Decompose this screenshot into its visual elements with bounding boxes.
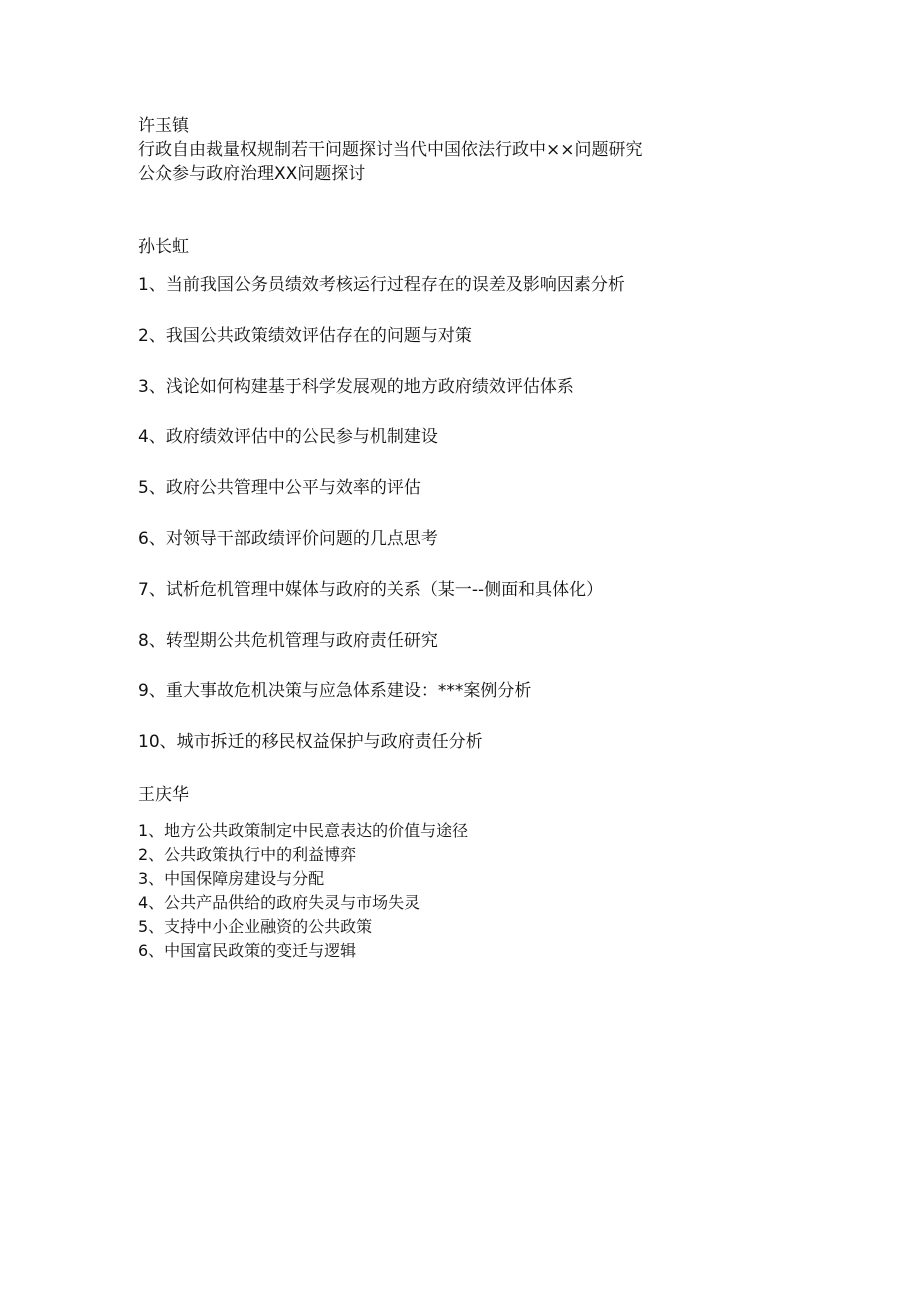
section-sun-changhong-heading [138, 234, 878, 260]
list-item: 5、支持中小企业融资的公共政策 [138, 917, 373, 936]
list-item: 7、试析危机管理中媒体与政府的关系（某一--侧面和具体化） [138, 579, 604, 600]
list-item: 3、浅论如何构建基于科学发展观的地方政府绩效评估体系 [138, 376, 574, 397]
list-item: 10、城市拆迁的移民权益保护与政府责任分析 [138, 732, 483, 753]
list-item: 1、当前我国公务员绩效考核运行过程存在的误差及影响因素分析 [138, 275, 625, 295]
section-sun-changhong-list [138, 270, 878, 778]
section-wang-qinghua-list [138, 819, 878, 963]
section-xu-yuzhen [138, 114, 878, 186]
list-item: 6、对领导干部政绩评价问题的几点思考 [138, 528, 438, 549]
list-item: 1、地方公共政策制定中民意表达的价值与途径 [138, 821, 469, 840]
list-item: 2、公共政策执行中的利益博弈 [138, 845, 357, 864]
list-item: 5、政府公共管理中公平与效率的评估 [138, 478, 421, 499]
author-name: 许玉镇 [138, 116, 189, 136]
list-item: 4、政府绩效评估中的公民参与机制建设 [138, 427, 438, 448]
topic-line: 行政自由裁量权规制若干问题探讨当代中国依法行政中××问题研究 [138, 140, 643, 160]
author-name: 王庆华 [138, 785, 189, 805]
section-wang-qinghua-heading [138, 782, 878, 808]
list-item: 6、中国富民政策的变迁与逻辑 [138, 941, 357, 960]
list-item: 4、公共产品供给的政府失灵与市场失灵 [138, 893, 421, 912]
list-item: 9、重大事故危机决策与应急体系建设：***案例分析 [138, 681, 532, 702]
topic-line: 公众参与政府治理XX问题探讨 [138, 164, 366, 184]
list-item: 2、我国公共政策绩效评估存在的问题与对策 [138, 325, 472, 346]
list-item: 8、转型期公共危机管理与政府责任研究 [138, 630, 438, 651]
author-name: 孙长虹 [138, 237, 189, 257]
list-item: 3、中国保障房建设与分配 [138, 869, 325, 888]
